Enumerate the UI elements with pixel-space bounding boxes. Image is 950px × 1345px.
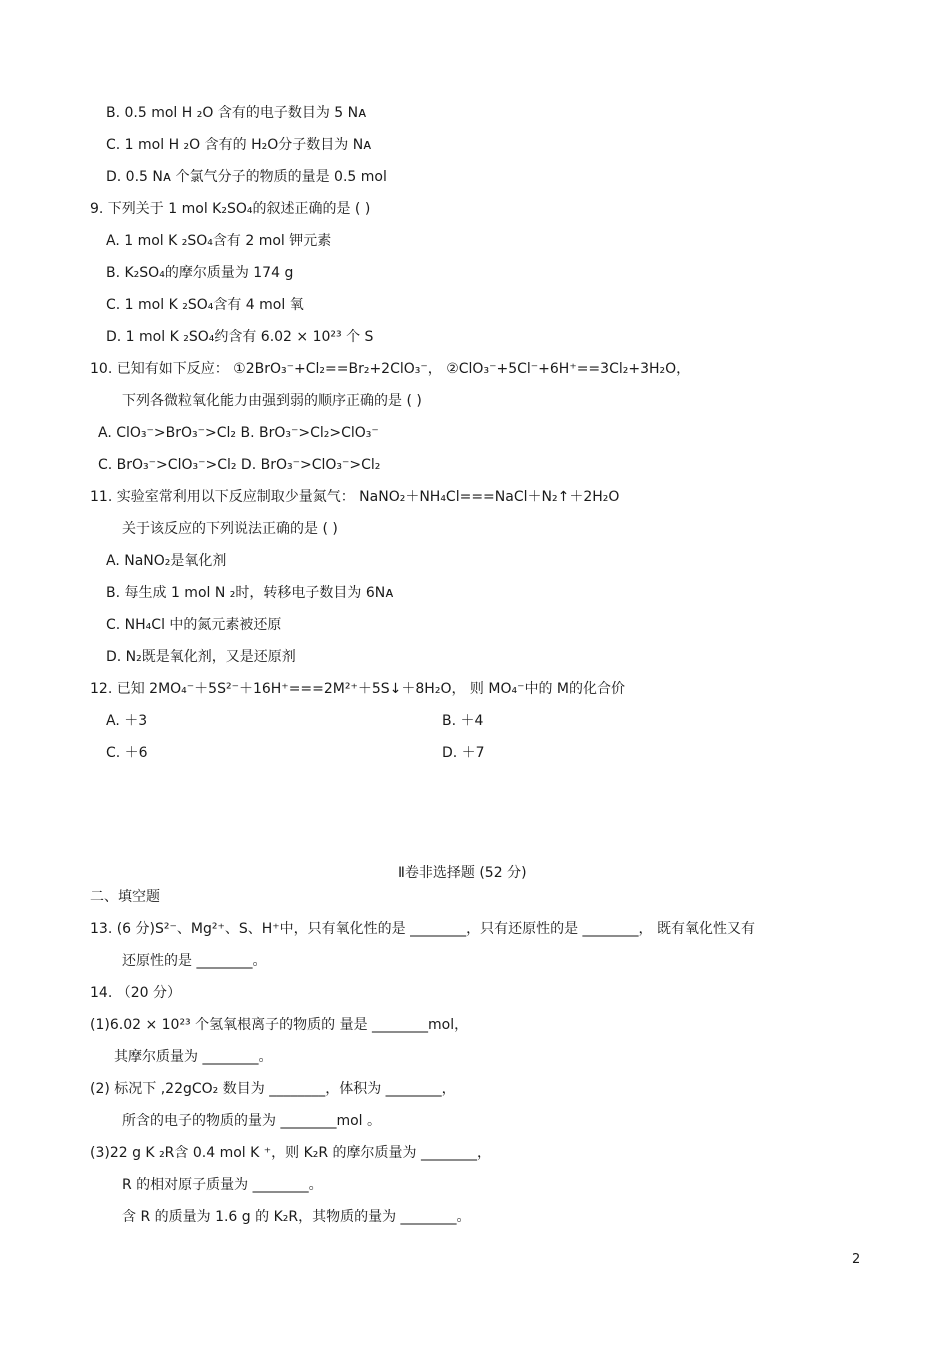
- q10-prompt: 下列各微粒氧化能力由强到弱的顺序正确的是 ( ): [122, 393, 422, 409]
- q14-part2-continuation: 所含的电子的物质的量为 ________mol 。: [122, 1113, 381, 1129]
- q8-option-d: D. 0.5 Nᴀ 个氯气分子的物质的量是 0.5 mol: [106, 169, 387, 185]
- q9-option-b: B. K₂SO₄的摩尔质量为 174 g: [106, 265, 294, 281]
- q14-part3-line2: R 的相对原子质量为 ________。: [122, 1177, 323, 1193]
- section-heading: Ⅱ卷非选择题 (52 分): [398, 865, 527, 881]
- q12-option-c: C. ＋6: [106, 745, 148, 761]
- q12-option-b: B. ＋4: [442, 713, 484, 729]
- page-number: 2: [852, 1252, 861, 1267]
- q11-prompt: 关于该反应的下列说法正确的是 ( ): [122, 521, 338, 537]
- q12-stem: 12. 已知 2MO₄⁻＋5S²⁻＋16H⁺===2M²⁺＋5S↓＋8H₂O， 则 MO₄⁻中的 M的化合价: [90, 681, 626, 697]
- q11-option-d: D. N₂既是氧化剂，又是还原剂: [106, 649, 296, 665]
- q13-continuation: 还原性的是 ________。: [122, 953, 267, 969]
- q10-options-ab: A. ClO₃⁻>BrO₃⁻>Cl₂ B. BrO₃⁻>Cl₂>ClO₃⁻: [98, 425, 379, 441]
- q14-part1-continuation: 其摩尔质量为 ________。: [114, 1049, 273, 1065]
- q14-part2: (2) 标况下 ,22gCO₂ 数目为 ________，体积为 ________，: [90, 1081, 456, 1097]
- q9-option-d: D. 1 mol K ₂SO₄约含有 6.02 × 10²³ 个 S: [106, 329, 374, 345]
- q11-option-a: A. NaNO₂是氧化剂: [106, 553, 227, 569]
- q11-option-b: B. 每生成 1 mol N ₂时，转移电子数目为 6Nᴀ: [106, 585, 394, 601]
- q10-options-cd: C. BrO₃⁻>ClO₃⁻>Cl₂ D. BrO₃⁻>ClO₃⁻>Cl₂: [98, 457, 381, 473]
- q14-part3: (3)22 g K ₂R含 0.4 mol K ⁺，则 K₂R 的摩尔质量为 ________，: [90, 1145, 492, 1161]
- q12-option-a: A. ＋3: [106, 713, 148, 729]
- q8-option-b: B. 0.5 mol H ₂O 含有的电子数目为 5 Nᴀ: [106, 105, 367, 121]
- q14-part3-line3: 含 R 的质量为 1.6 g 的 K₂R，其物质的量为 ________。: [122, 1209, 471, 1225]
- q9-stem: 9. 下列关于 1 mol K₂SO₄的叙述正确的是 ( ): [90, 201, 371, 217]
- q10-stem: 10. 已知有如下反应： ①2BrO₃⁻+Cl₂==Br₂+2ClO₃⁻， ②ClO₃⁻+5Cl⁻+6H⁺==3Cl₂+3H₂O，: [90, 361, 691, 377]
- section-fill-in: 二、填空题: [90, 889, 160, 905]
- q13-stem: 13. (6 分)S²⁻、Mg²⁺、S、H⁺中，只有氧化性的是 ________，只有还原性的是 ________， 既有氧化性又有: [90, 921, 756, 937]
- q11-option-c: C. NH₄Cl 中的氮元素被还原: [106, 617, 282, 633]
- q8-option-c: C. 1 mol H ₂O 含有的 H₂O分子数目为 Nᴀ: [106, 137, 372, 153]
- q11-stem: 11. 实验室常利用以下反应制取少量氮气： NaNO₂＋NH₄Cl===NaCl＋N₂↑＋2H₂O: [90, 489, 620, 505]
- q14-part1: (1)6.02 × 10²³ 个氢氧根离子的物质的 量是 ________mol，: [90, 1017, 469, 1033]
- q9-option-c: C. 1 mol K ₂SO₄含有 4 mol 氧: [106, 297, 304, 313]
- q9-option-a: A. 1 mol K ₂SO₄含有 2 mol 钾元素: [106, 233, 332, 249]
- q12-option-d: D. ＋7: [442, 745, 485, 761]
- q14-stem: 14. （20 分）: [90, 985, 181, 1001]
